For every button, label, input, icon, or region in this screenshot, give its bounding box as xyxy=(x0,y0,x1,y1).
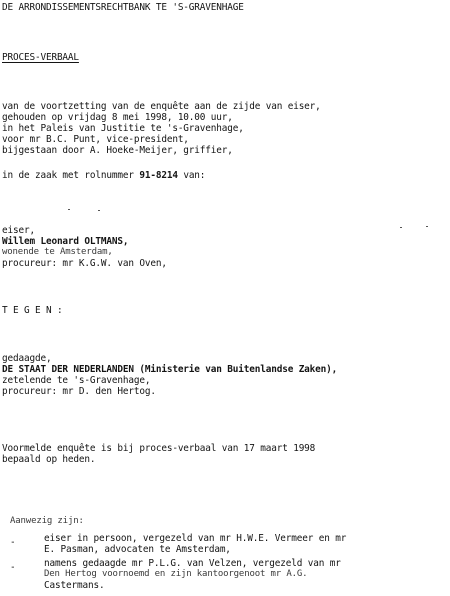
defendant-name: DE STAAT DER NEDERLANDEN (Ministerie van Buitenlandse Zaken), xyxy=(2,364,338,375)
scan-speck xyxy=(98,210,100,211)
case-number: 91-8214 xyxy=(139,170,178,181)
present-heading: Aanwezig zijn: xyxy=(10,516,84,526)
case-line xyxy=(2,170,205,181)
intro-line-3: in het Paleis van Justitie te 's-Gravenhage, xyxy=(2,123,244,134)
plaintiff-attorney: procureur: mr K.G.W. van Oven, xyxy=(2,258,167,269)
defendant-seat: zetelende te 's-Gravenhage, xyxy=(2,375,151,386)
present-item-1-line-1: eiser in persoon, vergezeld van mr H.W.E. Vermeer en mr xyxy=(44,533,347,544)
present-item-bullet: - xyxy=(10,537,16,548)
scan-speck xyxy=(426,226,428,227)
court-heading: DE ARRONDISSEMENTSRECHTBANK TE 'S-GRAVENHAGE xyxy=(2,2,244,13)
intro-line-5: bijgestaan door A. Hoeke-Meijer, griffier, xyxy=(2,145,233,156)
intro-line-2: gehouden op vrijdag 8 mei 1998, 10.00 uur, xyxy=(2,112,233,123)
scan-speck xyxy=(400,227,402,228)
present-item-bullet: - xyxy=(10,562,16,573)
scan-speck xyxy=(68,209,70,210)
notice-line-2: bepaald op heden. xyxy=(2,454,96,465)
intro-line-4: voor mr B.C. Punt, vice-president, xyxy=(2,134,189,145)
notice-line-1: Voormelde enquête is bij proces-verbaal van 17 maart 1998 xyxy=(2,443,316,454)
defendant-attorney: procureur: mr D. den Hertog. xyxy=(2,386,156,397)
plaintiff-residence: wonende te Amsterdam, xyxy=(2,247,113,257)
intro-line-1: van de voortzetting van de enquête aan de zijde van eiser, xyxy=(2,101,321,112)
present-item-2-line-2: Den Hertog voornoemd en zijn kantoorgenoot mr A.G. xyxy=(44,569,308,579)
document-type-heading: PROCES-VERBAAL xyxy=(2,52,79,63)
present-item-2-line-3: Castermans. xyxy=(44,580,105,591)
against-heading: T E G E N : xyxy=(2,305,63,316)
present-item-1-line-2: E. Pasman, advocaten te Amsterdam, xyxy=(44,544,231,555)
plaintiff-name: Willem Leonard OLTMANS, xyxy=(2,236,129,247)
case-prefix: in de zaak met rolnummer xyxy=(2,170,140,181)
case-suffix: van: xyxy=(177,170,206,181)
plaintiff-role: eiser, xyxy=(2,225,35,236)
present-item-2-line-1: namens gedaagde mr P.L.G. van Velzen, vergezeld van mr xyxy=(44,558,341,569)
defendant-role: gedaagde, xyxy=(2,353,52,364)
